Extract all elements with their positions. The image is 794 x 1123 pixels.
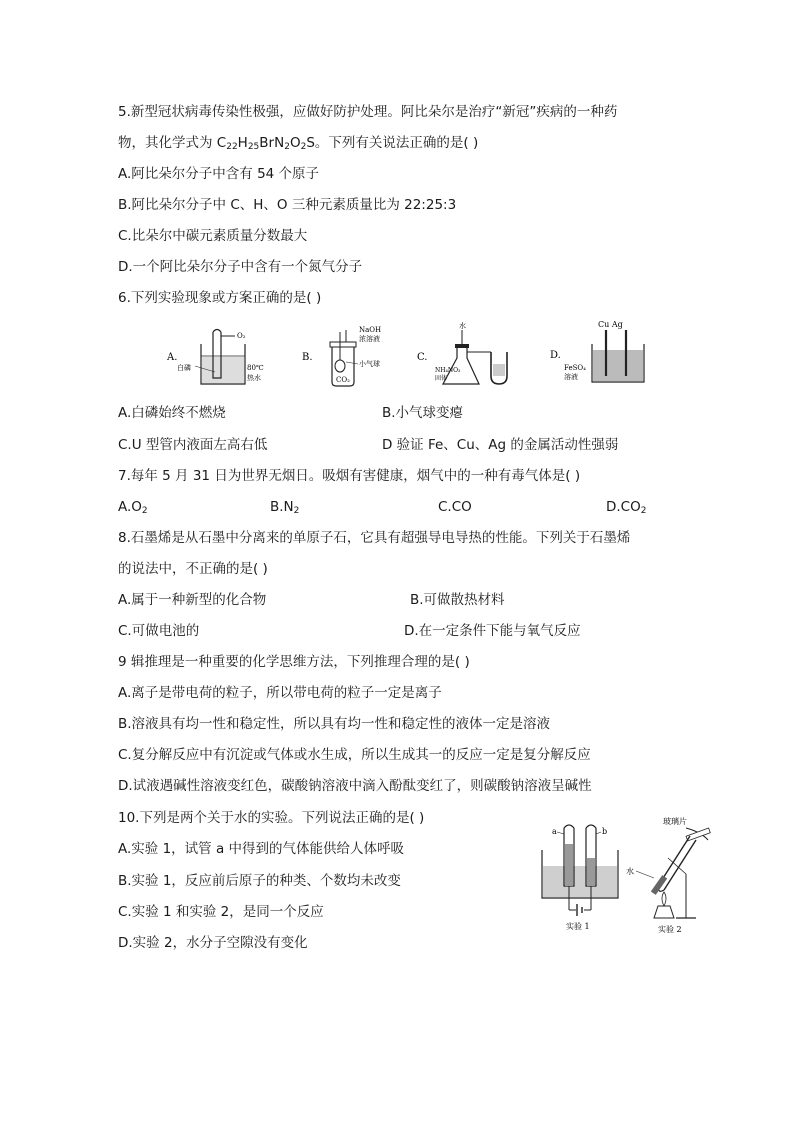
svg-text:Cu Ag: Cu Ag: [598, 320, 623, 329]
svg-text:NH₄NO₃: NH₄NO₃: [435, 367, 461, 374]
q7-stem: 7.每年 5 月 31 日为世界无烟日。吸烟有害健康，烟气中的一种有毒气体是( ): [118, 468, 581, 484]
svg-text:a: a: [552, 827, 557, 836]
q9-option-c: C.复分解反应中有沉淀或气体或水生成，所以生成其一的反应一定是复分解反应: [118, 747, 591, 763]
svg-text:C.: C.: [417, 352, 428, 363]
q8-option-b: B.可做散热材料: [410, 592, 505, 608]
svg-text:实验 2: 实验 2: [658, 925, 682, 934]
svg-text:实验 1: 实验 1: [566, 922, 590, 931]
q7-option-c: C.CO: [438, 499, 472, 515]
svg-text:B.: B.: [302, 352, 313, 363]
svg-text:b: b: [602, 827, 608, 836]
q6-figure-d: [548, 318, 658, 390]
svg-text:水: 水: [626, 867, 634, 876]
q6-option-b: B.小气球变瘪: [382, 405, 464, 421]
q6-option-c: C.U 型管内液面左高右低: [118, 437, 268, 453]
q9-option-b: B.溶液具有均一性和稳定性，所以具有均一性和稳定性的液体一定是溶液: [118, 716, 551, 732]
q9-option-d: D.试液遇碱性溶液变红色，碳酸钠溶液中滴入酚酞变红了，则碳酸钠溶液呈碱性: [118, 778, 592, 794]
q10-option-a: A.实验 1，试管 a 中得到的气体能供给人体呼吸: [118, 841, 405, 857]
q9-option-a: A.离子是带电荷的粒子，所以带电荷的粒子一定是离子: [118, 685, 442, 701]
q7-option-d: $D.CO_2$: [606, 499, 647, 516]
q5-option-a: A.阿比朵尔分子中含有 54 个原子: [118, 166, 320, 182]
q7-option-b: $B.N_2$: [270, 499, 300, 516]
svg-text:固体: 固体: [435, 375, 448, 382]
svg-text:小气球: 小气球: [359, 360, 380, 368]
q6-option-a: A.白磷始终不燃烧: [118, 405, 226, 421]
svg-text:CO₂: CO₂: [336, 376, 350, 384]
svg-text:热水: 热水: [247, 374, 261, 382]
svg-text:溶液: 溶液: [564, 373, 578, 381]
q10-stem: 10.下列是两个关于水的实验。下列说法正确的是( ): [118, 810, 425, 826]
q5-stem-line2: 物，其化学式为 $C_{22}H_{25}BrN_2O_2S$。下列有关说法正确的是( ): [118, 135, 479, 152]
svg-text:A.: A.: [167, 352, 178, 363]
q8-stem-line1: 8.石墨烯是从石墨中分离来的单原子石，它具有超强导电导热的性能。下列关于石墨烯: [118, 530, 631, 546]
q7-option-a: $A.O_2$: [118, 499, 148, 516]
q6-stem: 6.下列实验现象或方案正确的是( ): [118, 290, 322, 306]
q10-option-b: B.实验 1，反应前后原子的种类、个数均未改变: [118, 873, 401, 889]
q6-figure-a: [165, 326, 275, 388]
svg-text:80℃: 80℃: [247, 364, 264, 372]
svg-text:水: 水: [459, 322, 466, 330]
svg-text:浓溶液: 浓溶液: [359, 335, 380, 343]
q10-figure: [536, 814, 736, 936]
svg-text:D.: D.: [550, 350, 561, 361]
svg-text:FeSO₄: FeSO₄: [564, 364, 586, 372]
svg-text:O₂: O₂: [237, 332, 246, 340]
q6-option-d: D 验证 Fe、Cu、Ag 的金属活动性强弱: [382, 437, 619, 453]
q8-stem-line2: 的说法中，不正确的是( ): [118, 561, 268, 577]
svg-text:玻璃片: 玻璃片: [663, 817, 687, 826]
q6-figure-b: [300, 326, 400, 388]
q9-stem: 9 辑推理是一种重要的化学思维方法，下列推理合理的是( ): [118, 654, 470, 670]
q10-option-d: D.实验 2，水分子空隙没有变化: [118, 935, 308, 951]
q6-figure-c: [415, 318, 525, 390]
svg-text:NaOH: NaOH: [359, 326, 382, 334]
svg-text:白磷: 白磷: [177, 364, 191, 372]
q5-option-d: D.一个阿比朵尔分子中含有一个氮气分子: [118, 259, 363, 275]
experiment-2-apparatus: [626, 816, 710, 934]
q8-option-c: C.可做电池的: [118, 623, 200, 639]
q5-stem-line1: 5.新型冠状病毒传染性极强，应做好防护处理。阿比朵尔是治疗“新冠”疾病的一种药: [118, 104, 618, 120]
experiment-1-apparatus: [542, 825, 618, 931]
q8-option-a: A.属于一种新型的化合物: [118, 592, 267, 608]
q8-option-d: D.在一定条件下能与氧气反应: [404, 623, 581, 639]
q10-option-c: C.实验 1 和实验 2，是同一个反应: [118, 904, 324, 920]
q5-option-b: B.阿比朵尔分子中 C、H、O 三种元素质量比为 22:25:3: [118, 197, 457, 213]
q5-option-c: C.比朵尔中碳元素质量分数最大: [118, 228, 308, 244]
